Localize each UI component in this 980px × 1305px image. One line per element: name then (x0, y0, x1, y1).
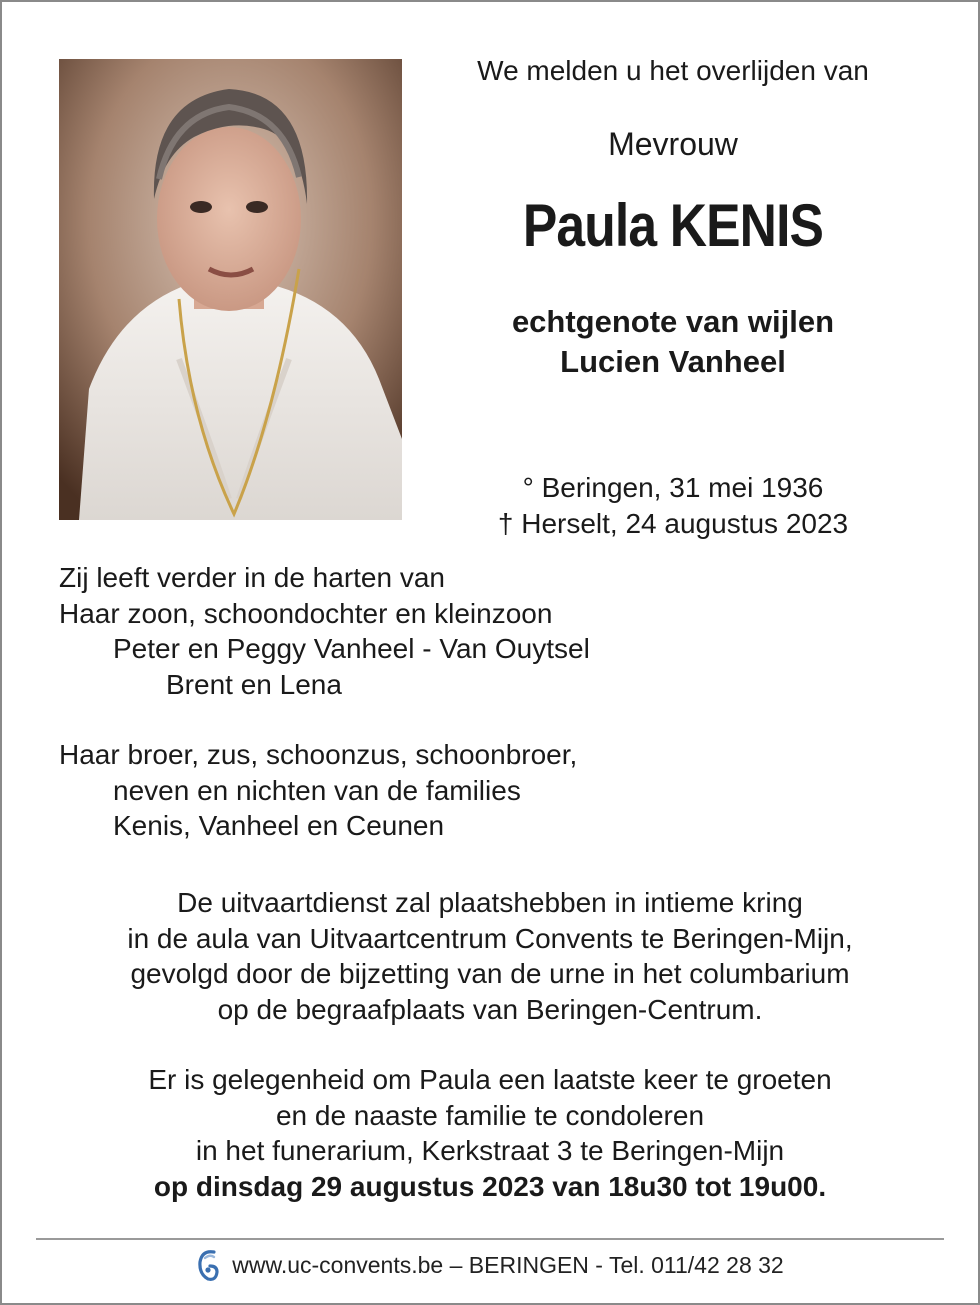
deceased-name: Paula KENIS (522, 192, 824, 259)
death-date: † Herselt, 24 augustus 2023 (497, 508, 849, 539)
visitation-section (40, 1062, 940, 1204)
visitation-line: in het funerarium, Kerkstraat 3 te Beringen-Mijn (195, 1135, 785, 1166)
survivors-line: Zij leeft verder in de harten van (59, 562, 445, 593)
footer-divider (36, 1238, 944, 1240)
service-line: De uitvaartdienst zal plaatshebben in intieme kring (177, 887, 803, 918)
service-section (40, 885, 940, 1027)
survivors-line: Haar broer, zus, schoonzus, schoonbroer, (59, 739, 578, 770)
service-line: gevolgd door de bijzetting van de urne in het columbarium (130, 958, 850, 989)
birth-date: ° Beringen, 31 mei 1936 (522, 472, 824, 503)
spacer (59, 702, 859, 737)
spouse-line-1: echtgenote van wijlen (511, 304, 835, 339)
intro-text: We melden u het overlijden van (477, 55, 869, 86)
uc-convents-logo-icon (196, 1248, 220, 1282)
visitation-datetime: op dinsdag 29 augustus 2023 van 18u30 tot 19u00. (153, 1170, 827, 1202)
portrait-photo (59, 59, 402, 520)
visitation-line: en de naaste familie te condoleren (275, 1099, 705, 1131)
survivors-line: Kenis, Vanheel en Ceunen (113, 810, 445, 841)
footer-contact: www.uc-convents.be – BERINGEN - Tel. 011/42 28 32 (232, 1251, 784, 1278)
service-line: in de aula van Uitvaartcentrum Convents te Beringen-Mijn, (127, 922, 853, 954)
survivors-line: Peter en Peggy Vanheel - Van Ouytsel (113, 633, 590, 664)
life-dates (424, 470, 922, 542)
survivors-line: Brent en Lena (166, 668, 342, 700)
visitation-line: Er is gelegenheid om Paula een laatste keer te groeten (148, 1064, 832, 1095)
spouse-info (424, 302, 922, 382)
honorific: Mevrouw (608, 126, 738, 162)
survivors-line: neven en nichten van de families (113, 774, 521, 806)
service-line: op de begraafplaats van Beringen-Centrum. (217, 993, 763, 1025)
footer (40, 1245, 940, 1285)
survivors-section (59, 560, 859, 844)
survivors-line: Haar zoon, schoondochter en kleinzoon (59, 597, 553, 629)
spouse-line-2: Lucien Vanheel (560, 344, 786, 379)
